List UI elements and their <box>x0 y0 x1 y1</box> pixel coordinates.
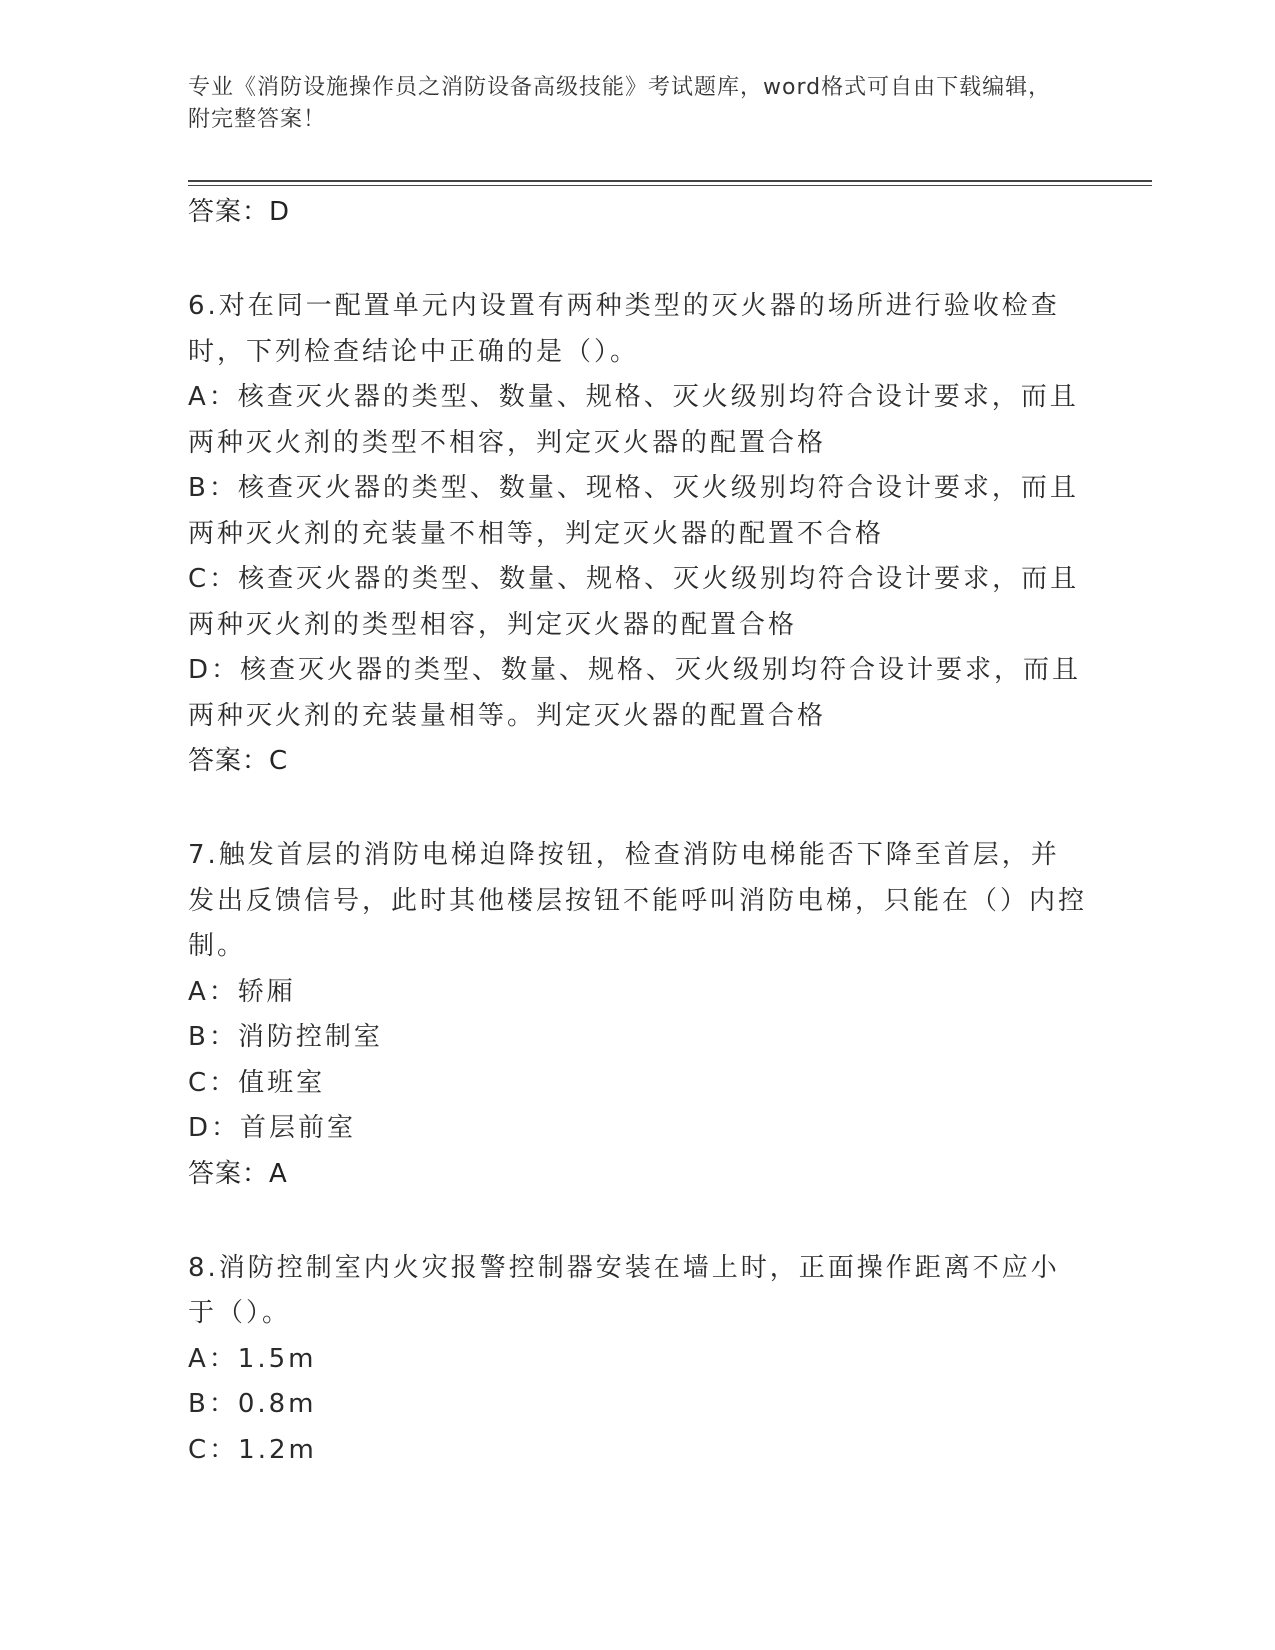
question-answer: 答案：A <box>188 1158 288 1189</box>
option-d: D：核查灭火器的类型、数量、规格、灭火级别均符合设计要求，而且两种灭火剂的充装量相等。判定灭火器的配置合格 <box>188 655 1082 731</box>
question-7 <box>188 833 1088 1194</box>
question-answer: 答案：C <box>188 746 289 776</box>
option-c: C：值班室 <box>188 1067 326 1098</box>
question-text: 6.对在同一配置单元内设置有两种类型的灭火器的场所进行验收检查时，下列检查结论中正确的是（）。 <box>188 291 1060 367</box>
question-8 <box>188 1246 1088 1474</box>
option-b: B：消防控制室 <box>188 1022 383 1052</box>
option-c: C：核查灭火器的类型、数量、规格、灭火级别均符合设计要求，而且两种灭火剂的类型相容，判定灭火器的配置合格 <box>188 564 1080 640</box>
option-d: D：首层前室 <box>188 1113 357 1143</box>
question-text: 8.消防控制室内火灾报警控制器安装在墙上时，正面操作距离不应小于（）。 <box>188 1252 1060 1328</box>
option-a: A：轿厢 <box>188 976 296 1007</box>
option-a: A：1.5m <box>188 1343 317 1374</box>
question-text: 7.触发首层的消防电梯迫降按钮，检查消防电梯能否下降至首层，并发出反馈信号，此时其他楼层按钮不能呼叫消防电梯，只能在（）内控制。 <box>188 840 1088 961</box>
header-divider-thin <box>188 185 1152 186</box>
option-b: B：0.8m <box>188 1389 317 1419</box>
option-c: C：1.2m <box>188 1434 317 1465</box>
question-6 <box>188 284 1088 781</box>
header-divider-thick <box>188 180 1152 182</box>
option-b: B：核查灭火器的类型、数量、现格、灭火级别均符合设计要求，而且两种灭火剂的充装量不相等，判定灭火器的配置不合格 <box>188 473 1079 549</box>
document-content <box>188 192 1088 1473</box>
previous-answer: 答案：D <box>188 197 291 227</box>
page-header-intro: 专业《消防设施操作员之消防设备高级技能》考试题库，word格式可自由下载编辑，附完整答案！ <box>188 75 1052 132</box>
option-a: A：核查灭火器的类型、数量、规格、灭火级别均符合设计要求，而且两种灭火剂的类型不相容，判定灭火器的配置合格 <box>188 382 1079 458</box>
